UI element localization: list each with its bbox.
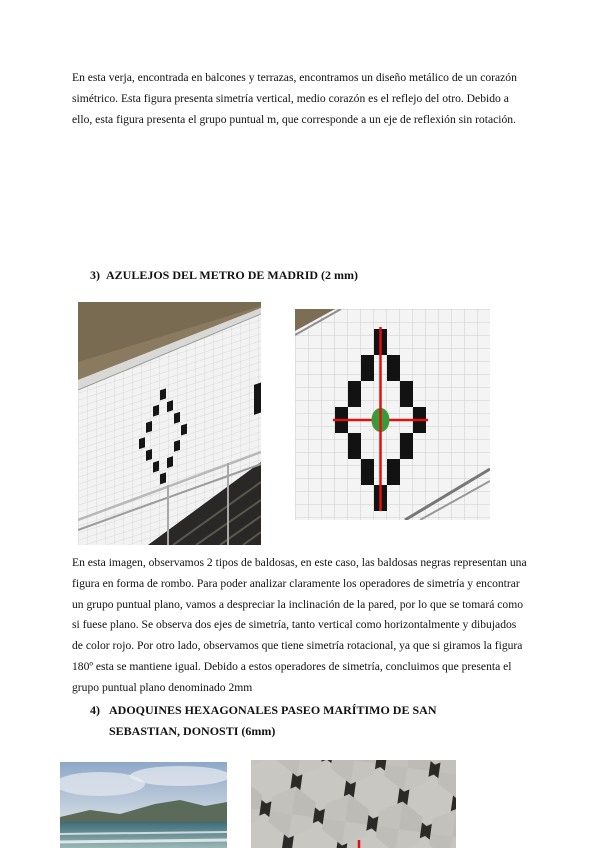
metro-wall-photo bbox=[78, 302, 261, 545]
hexagonal-paving-photo bbox=[251, 760, 456, 848]
section-4-number: 4) bbox=[90, 703, 100, 717]
section-3-title: AZULEJOS DEL METRO DE MADRID (2 mm) bbox=[106, 268, 359, 282]
section-4-heading bbox=[90, 700, 510, 742]
section-3-number: 3) bbox=[90, 268, 100, 282]
section-3-heading bbox=[90, 265, 358, 286]
rhombus-symmetry-photo bbox=[295, 309, 490, 520]
san-sebastian-coast-photo bbox=[60, 762, 227, 848]
section-4-title-line-1: ADOQUINES HEXAGONALES PASEO MARÍTIMO DE SAN bbox=[109, 703, 437, 717]
paragraph-metro-tiles: En esta imagen, observamos 2 tipos de baldosas, en este caso, las baldosas negras representan una figura en forma de rombo. Para poder analizar claramente los operadores de simetría y encontrar un grupo puntual plano, vamos a despreciar la inclinación de la pared, por lo que se tomará como si fuese plano. Se observa dos ejes de simetría, tanto vertical como horizontalmente y dibujados de color rojo. Por otro lado, observamos que tiene simetría rotacional, ya que si giramos la figura 180º esta se mantiene igual. Debido a estos operadores de simetría, concluimos que presenta el grupo puntual plano denominado 2mm bbox=[72, 556, 527, 694]
section-4-title-line-2: SEBASTIAN, DONOSTI (6mm) bbox=[109, 724, 276, 738]
paragraph-heart-railing: En esta verja, encontrada en balcones y terrazas, encontramos un diseño metálico de un corazón simétrico. Esta figura presenta simetría vertical, medio corazón es el reflejo del otro. Debido a ello, esta figura presenta el grupo puntual m, que corresponde a un eje de reflexión sin rotación. bbox=[72, 71, 517, 126]
